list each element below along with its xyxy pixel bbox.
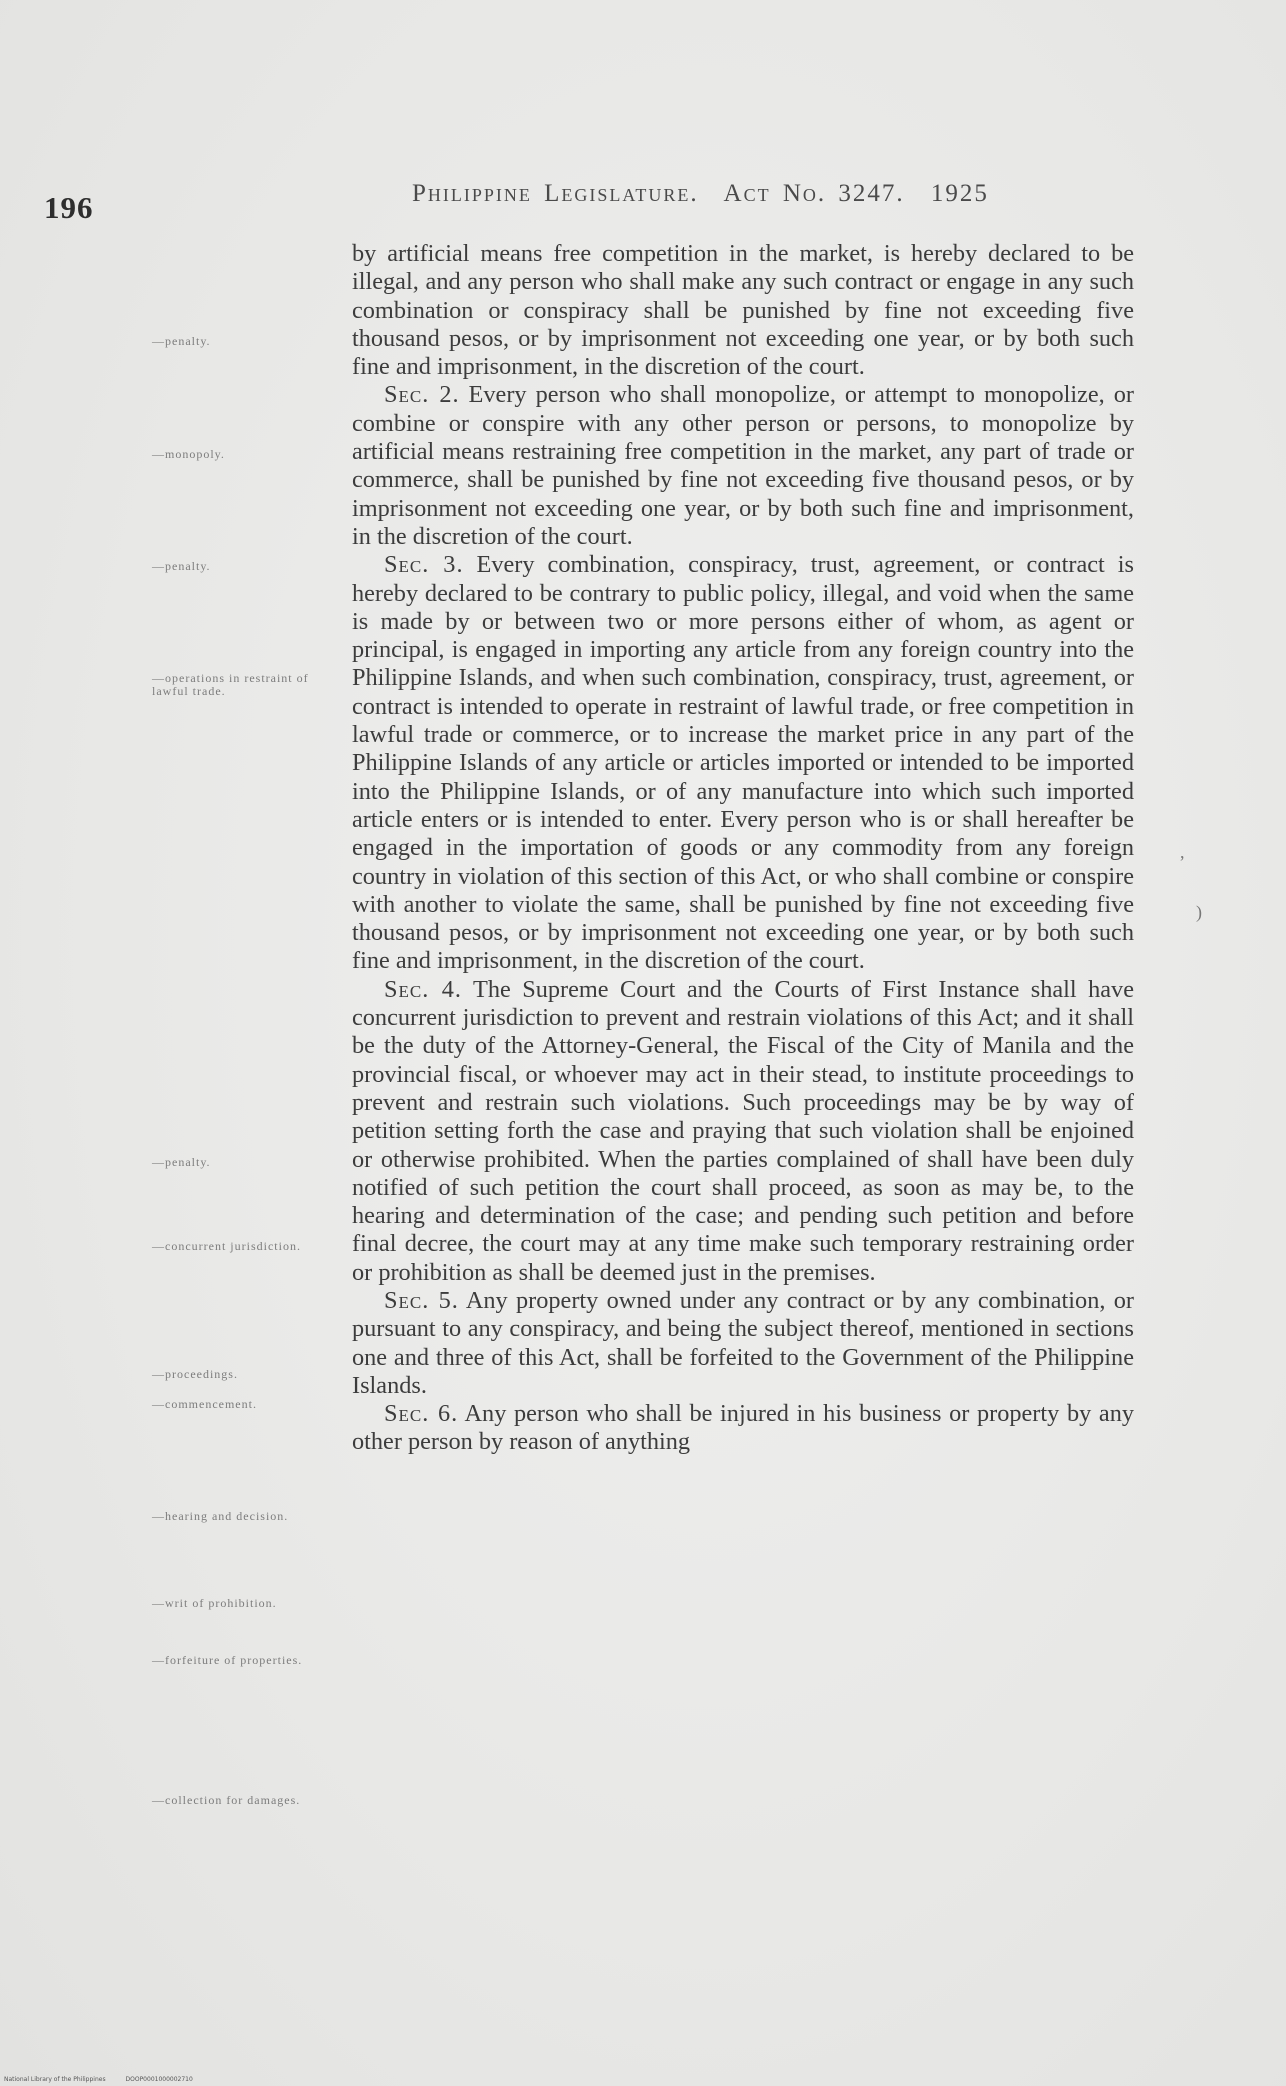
page-number: 196 <box>44 190 94 225</box>
section-5-label: Sec. 5. <box>384 1286 459 1314</box>
running-head <box>412 180 1072 208</box>
footer-code: DOOP0001000002710 <box>125 2076 193 2083</box>
section-4-text: The Supreme Court and the Courts of First Instance shall have concurrent jurisdiction to prevent and restrain violations of this Act; and it shall be the duty of the Attorney-General, the Fiscal of the City of Manila and the provincial fiscal, or whoever may act in their stead, to institute proceedings to prevent and restrain such violations. Such proceedings may be by way of petition setting forth the case and praying that such violation shall be enjoined or otherwise prohibited. When the parties complained of shall have been duly notified of such petition the court shall proceed, as soon as may be, to the hearing and determination of the case; and pending such petition and before final decree, the court may at any time make such temporary restraining order or prohibition as shall be deemed just in the premises. <box>352 975 1134 1286</box>
section-6-text: Any person who shall be injured in his business or property by any other person by reason of anything <box>352 1400 1134 1456</box>
section-5 <box>352 1287 1134 1400</box>
section-4-label: Sec. 4. <box>384 975 462 1003</box>
paper-speck: ) <box>1196 902 1202 922</box>
section-3-label: Sec. 3. <box>384 551 464 579</box>
margin-note-forfeiture: —forfeiture of properties. <box>152 1653 303 1667</box>
section-3-text: Every combination, conspiracy, trust, agreement, or contract is hereby declared to be contrary to public policy, illegal, and void when the same is made by or between two or more persons either of whom, as agent or principal, is engaged in importing any article from any foreign country into the Philippine Islands, and when such combination, conspiracy, trust, agreement, or contract is intended to operate in restraint of lawful trade, or free competition in lawful trade or commerce, or to increase the market price in any part of the Philippine Islands of any article or articles imported or intended to be imported into the Philippine Islands, or of any manufacture into which such imported article enters or is intended to enter. Every person who is or shall hereafter be engaged in the importation of goods or any commodity from any foreign country in violation of this section of this Act, or who shall combine or conspire with another to violate the same, shall be punished by fine not exceeding five thousand pesos, or by imprisonment not exceeding one year, or by both such fine and imprisonment, in the discretion of the court. <box>352 551 1134 975</box>
section-5-text: Any property owned under any contract or by any combination, or pursuant to any conspiracy, and being the subject thereof, mentioned in sections one and three of this Act, shall be forfeited to the Government of the Philippine Islands. <box>352 1286 1134 1399</box>
body-text <box>352 240 1134 1457</box>
margin-note-damages: —collection for damages. <box>152 1793 301 1807</box>
section-4 <box>352 976 1134 1287</box>
section-6-label: Sec. 6. <box>384 1400 459 1428</box>
running-head-act: Act No. 3247. <box>723 180 905 207</box>
section-2-text: Every person who shall monopolize, or attempt to monopolize, or combine or conspire with any other person or persons, to monopolize by artificial means restraining free competition in the market, any part of trade or commerce, shall be punished by fine not exceeding five thousand pesos, or by imprisonment not exceeding one year, or by both such fine and imprisonment, in the discretion of the court. <box>352 381 1134 550</box>
margin-note-commencement: —commencement. <box>152 1397 257 1411</box>
margin-note-hearing-decision: —hearing and decision. <box>152 1509 289 1523</box>
section-2-label: Sec. 2. <box>384 381 460 409</box>
footer-library: National Library of the Philippines <box>4 2076 106 2083</box>
margin-note-concurrent-jurisdiction: —concurrent jurisdiction. <box>152 1239 301 1253</box>
margin-note-penalty-3: —penalty. <box>152 1155 211 1169</box>
scan-footer <box>4 2076 211 2083</box>
margin-note-monopoly: —monopoly. <box>152 447 225 461</box>
margin-note-proceedings: —proceedings. <box>152 1367 238 1381</box>
running-head-year: 1925 <box>930 180 989 207</box>
margin-note-penalty-2: —penalty. <box>152 559 211 573</box>
paper-speck: , <box>1180 842 1185 862</box>
section-3 <box>352 551 1134 975</box>
section-2 <box>352 381 1134 551</box>
section-6 <box>352 1400 1134 1457</box>
paragraph-continuation: by artificial means free competition in the market, is hereby declared to be illegal, and any person who shall make any such contract or engage in any such combination or conspiracy shall be punished by fine not exceeding five thousand pesos, or by imprisonment not exceeding one year, or by both such fine and imprisonment, in the discretion of the court. <box>352 240 1134 381</box>
running-head-title: Philippine Legislature. <box>412 180 699 207</box>
margin-note-writ-of-prohibition: —writ of prohibition. <box>152 1596 277 1610</box>
margin-note-restraint-of-trade: —operations in restraint of lawful trade. <box>152 671 309 698</box>
margin-note-penalty-1: —penalty. <box>152 334 211 348</box>
